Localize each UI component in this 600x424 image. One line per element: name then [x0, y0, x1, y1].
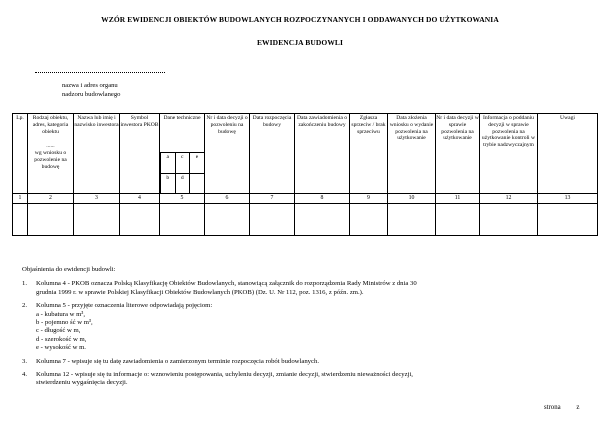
- sub-d: d: [175, 174, 190, 194]
- col-number: 13: [538, 194, 598, 204]
- col-number: 1: [13, 194, 28, 204]
- note-number: 4.: [22, 371, 28, 379]
- note-4: [22, 371, 582, 388]
- note-text: Kolumna 12 - wpisuje się tu informacje o: wznowieniu postępowania, uchyleniu decyzji, zmianie decyzji, stwierdzeniu nieważności decyzji,: [36, 371, 413, 379]
- note-subitem: d - szerokość w m,: [36, 335, 87, 343]
- header-pozwolenie-budowa: Nr i data decyzji o pozwoleniu na budowę: [205, 114, 250, 194]
- org-label-line-1: nazwa i adres organu: [62, 82, 118, 89]
- header-inwestor: Nazwa lub imię i nazwisko inwestora: [74, 114, 120, 194]
- header-data-wniosku: Data złożenia wniosku o wydanie pozwolenia na użytkowanie: [388, 114, 436, 194]
- entry-cell[interactable]: [436, 204, 480, 236]
- entry-cell[interactable]: [538, 204, 598, 236]
- note-text: Kolumna 4 - PKOB oznacza Polską Klasyfikację Obiektów Budowlanych, stanowiącą załącznik do rozporządzenia Rady Ministrów z dnia 30: [36, 280, 417, 288]
- note-subitem: a - kubatura w m³,: [36, 310, 85, 318]
- document-title: WZÓR EWIDENCJI OBIEKTÓW BUDOWLANYCH ROZPOCZYNANYCH I ODDAWANYCH DO UŻYTKOWANIA: [101, 15, 499, 24]
- notes-section: [22, 266, 582, 393]
- sub-b: b: [161, 174, 176, 194]
- header-rodzaj-obiektu: [28, 114, 74, 194]
- header-dane-label: Dane techniczne: [163, 115, 201, 121]
- header-data-zawiadomienia: Data zawiadomienia o zakończeniu budowy: [295, 114, 350, 194]
- col-number: 6: [205, 194, 250, 204]
- note-text: stwierdzeniu wygaśnięcia decyzji.: [36, 379, 128, 387]
- note-3: [22, 358, 582, 366]
- document-subtitle: EWIDENCJA BUDOWLI: [256, 38, 344, 47]
- header-data-rozpoczecia: Data rozpoczęcia budowy: [250, 114, 295, 194]
- page-footer: [544, 404, 579, 411]
- entry-cell[interactable]: [13, 204, 28, 236]
- header-rodzaj-bottom: wg wniosku o pozwolenie na budowę: [34, 150, 67, 170]
- header-symbol-pkob: Symbol inwestora PKOB: [120, 114, 160, 194]
- header-row: [13, 114, 598, 194]
- entry-cell[interactable]: [295, 204, 350, 236]
- col-number: 3: [74, 194, 120, 204]
- header-rodzaj-separator: ......: [46, 143, 55, 150]
- page-label: strona: [544, 404, 561, 411]
- note-subitem: e - wysokość w m.: [36, 344, 86, 352]
- header-rodzaj-top: Rodzaj obiektu, adres, kategoria obiektu: [32, 115, 69, 135]
- note-number: 2.: [22, 302, 28, 310]
- entry-cell[interactable]: [205, 204, 250, 236]
- note-number: 1.: [22, 280, 28, 288]
- page-of: z: [576, 404, 580, 411]
- col-number: 2: [28, 194, 74, 204]
- col-number: 11: [436, 194, 480, 204]
- number-row: [13, 194, 598, 204]
- header-lp: Lp.: [13, 114, 28, 194]
- sub-c: c: [175, 153, 190, 174]
- sub-e: e: [190, 153, 205, 174]
- org-dotted-line: [35, 72, 165, 73]
- note-2: [22, 302, 582, 352]
- header-kontrola: Informacja o poddaniu decyzji w sprawie pozwolenia na użytkowanie kontroli w trybie nadzwyczajnym: [480, 114, 538, 194]
- dane-subgrid: [160, 152, 204, 194]
- entry-cell[interactable]: [120, 204, 160, 236]
- entry-cell[interactable]: [74, 204, 120, 236]
- note-text: grudnia 1999 r. w sprawie Polskiej Klasyfikacji Obiektów Budowlanych (PKOB) (Dz. U. Nr 112, poz. 1316, z późn. zm.).: [36, 288, 364, 296]
- col-number: 7: [250, 194, 295, 204]
- entry-cell[interactable]: [250, 204, 295, 236]
- header-uwagi: Uwagi: [538, 114, 598, 194]
- sub-a: a: [161, 153, 176, 174]
- header-decyzja-uzytkowanie: Nr i data decyzji w sprawie pozwolenia na użytkowanie: [436, 114, 480, 194]
- org-label-line-2: nadzoru budowlanego: [62, 90, 121, 98]
- col-number: 8: [295, 194, 350, 204]
- note-subitem: b - pojemno ść w m³,: [36, 319, 93, 327]
- col-number: 10: [388, 194, 436, 204]
- col-number: 4: [120, 194, 160, 204]
- sub-empty: [190, 174, 205, 194]
- note-1: [22, 280, 582, 297]
- entry-cell[interactable]: [160, 204, 205, 236]
- col-number: 12: [480, 194, 538, 204]
- org-label: [62, 82, 120, 99]
- note-number: 3.: [22, 357, 28, 365]
- entry-cell[interactable]: [350, 204, 388, 236]
- register-table: [12, 113, 598, 236]
- col-number: 5: [160, 194, 205, 204]
- header-dane-techniczne: [160, 114, 205, 194]
- entry-cell[interactable]: [388, 204, 436, 236]
- note-text: Kolumna 5 - przyjęte oznaczenia literowe odpowiadają pojęciom:: [36, 302, 213, 310]
- notes-heading: Objaśnienia do ewidencji budowli:: [22, 266, 116, 273]
- col-number: 9: [350, 194, 388, 204]
- header-sprzeciw: Zgłasza sprzeciw / brak sprzeciwu: [350, 114, 388, 194]
- note-text: Kolumna 7 - wpisuje się tu datę zawiadomienia o zamierzonym terminie rozpoczęcia robót budowlanych.: [36, 357, 320, 365]
- blank-entry-row: [13, 204, 598, 236]
- entry-cell[interactable]: [480, 204, 538, 236]
- note-subitem: c - długość w m,: [36, 327, 81, 335]
- entry-cell[interactable]: [28, 204, 74, 236]
